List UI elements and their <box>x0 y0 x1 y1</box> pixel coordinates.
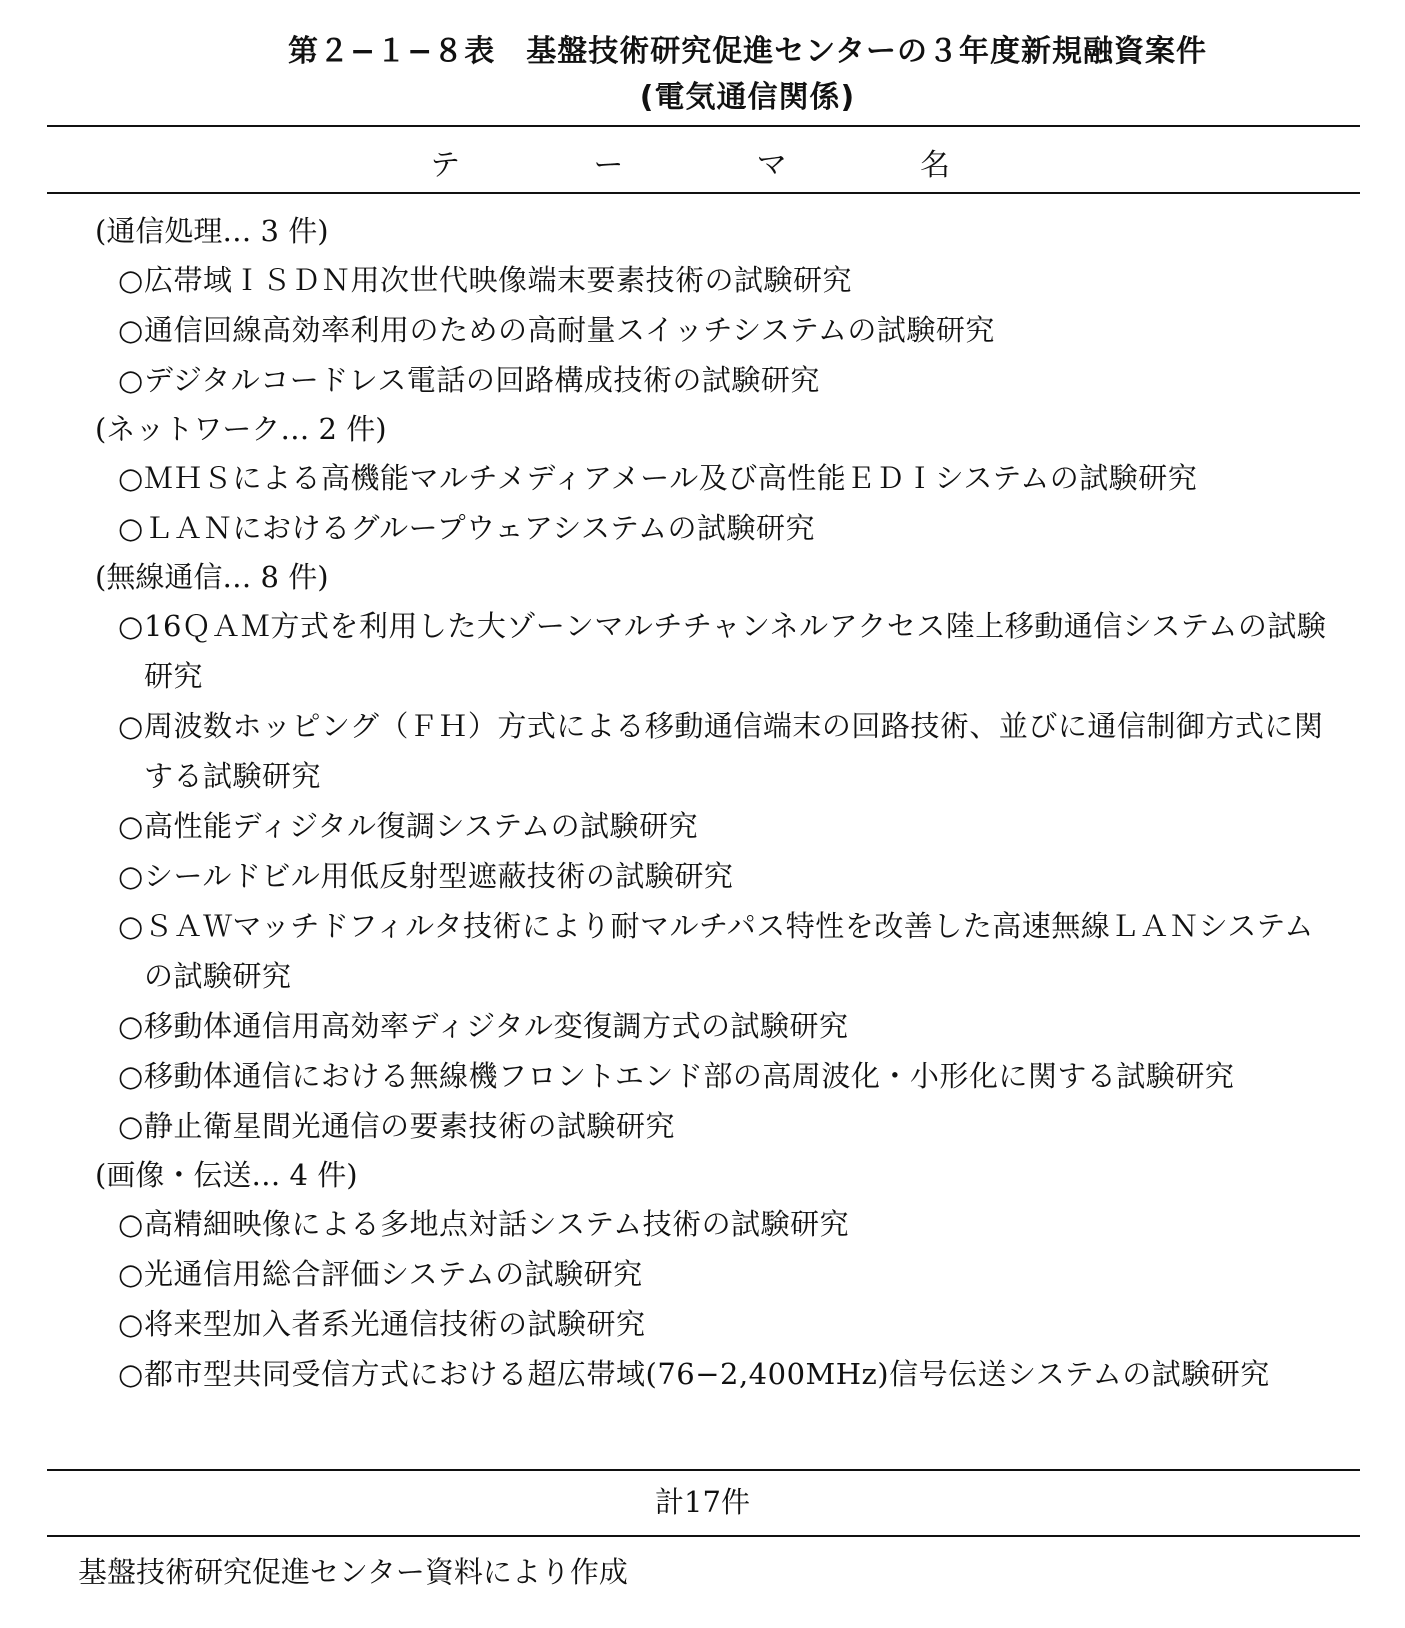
list-item <box>118 355 1340 405</box>
category-heading: (ネットワーク… 2 件) <box>95 412 387 446</box>
bullet-icon: ○ <box>118 1307 144 1341</box>
list-item <box>118 305 1340 355</box>
list-item <box>118 1299 1340 1349</box>
bullet-icon: ○ <box>118 1207 144 1241</box>
column-header-char: 名 <box>919 148 950 183</box>
list-item <box>118 701 1340 801</box>
column-header-char: テ <box>430 148 460 183</box>
list-item-text: 16ＱＡＭ方式を利用した大ゾーンマルチチャンネルアクセス陸上移動通信システムの試験研究 <box>144 609 1327 693</box>
bullet-icon: ○ <box>118 1109 144 1143</box>
column-header-char: ー <box>593 148 624 183</box>
bullet-icon: ○ <box>118 859 144 893</box>
column-header <box>430 140 950 184</box>
list-item <box>118 1249 1340 1299</box>
bullet-icon: ○ <box>118 609 144 643</box>
list-item <box>118 255 1340 305</box>
bottom-rule <box>47 1469 1360 1471</box>
header-rule <box>47 192 1360 194</box>
bullet-icon: ○ <box>118 709 144 743</box>
top-rule <box>47 125 1360 127</box>
theme-list <box>0 207 1405 1399</box>
list-item-text: 周波数ホッピング（ＦＨ）方式による移動通信端末の回路技術、並びに通信制御方式に関する試験研究 <box>144 709 1324 793</box>
category-heading: (通信処理… 3 件) <box>95 214 329 248</box>
bullet-icon: ○ <box>118 363 144 397</box>
list-item-text: 将来型加入者系光通信技術の試験研究 <box>144 1307 646 1341</box>
list-item-text: ＳＡＷマッチドフィルタ技術により耐マルチパス特性を改善した高速無線ＬＡＮシステムの試験研究 <box>144 909 1314 993</box>
list-item <box>118 1101 1340 1151</box>
source-note: 基盤技術研究促進センター資料により作成 <box>78 1555 628 1589</box>
list-item <box>118 1349 1340 1399</box>
bullet-icon: ○ <box>118 263 144 297</box>
list-item-text: デジタルコードレス電話の回路構成技術の試験研究 <box>144 363 820 397</box>
bullet-icon: ○ <box>118 809 144 843</box>
list-item-text: ＭＨＳによる高機能マルチメディアメール及び高性能ＥＤＩシステムの試験研究 <box>144 461 1198 495</box>
bullet-icon: ○ <box>118 1059 144 1093</box>
list-item-text: 通信回線高効率利用のための高耐量スイッチシステムの試験研究 <box>144 313 995 347</box>
list-item <box>118 601 1340 701</box>
list-item <box>118 503 1340 553</box>
list-item <box>118 453 1340 503</box>
total-count: 計17件 <box>655 1485 750 1519</box>
list-item-text: 高精細映像による多地点対話システム技術の試験研究 <box>144 1207 850 1241</box>
list-item <box>118 1001 1340 1051</box>
bullet-icon: ○ <box>118 313 144 347</box>
category-heading: (画像・伝送… 4 件) <box>95 1158 358 1192</box>
list-item <box>118 801 1340 851</box>
list-item <box>118 851 1340 901</box>
bullet-icon: ○ <box>118 1009 144 1043</box>
bullet-icon: ○ <box>118 909 144 943</box>
list-item <box>118 901 1340 1001</box>
list-item-text: 都市型共同受信方式における超広帯域(76−2,400MHz)信号伝送システムの試験研究 <box>144 1357 1270 1391</box>
table-subtitle: (電気通信関係) <box>639 80 856 115</box>
list-item-text: ＬＡＮにおけるグループウェアシステムの試験研究 <box>144 511 815 545</box>
bullet-icon: ○ <box>118 461 144 495</box>
bullet-icon: ○ <box>118 1357 144 1391</box>
list-item-text: 静止衛星間光通信の要素技術の試験研究 <box>144 1109 676 1143</box>
list-item-text: 光通信用総合評価システムの試験研究 <box>144 1257 643 1291</box>
list-item-text: 広帯域ＩＳＤＮ用次世代映像端末要素技術の試験研究 <box>144 263 853 297</box>
bullet-icon: ○ <box>118 511 144 545</box>
category-heading: (無線通信… 8 件) <box>95 560 329 594</box>
list-item <box>118 1199 1340 1249</box>
table-title: 第２−１−８表 基盤技術研究促進センターの３年度新規融資案件 <box>287 34 1208 69</box>
footer-rule <box>47 1535 1360 1537</box>
column-header-char: マ <box>756 148 787 183</box>
list-item-text: 移動体通信用高効率ディジタル変復調方式の試験研究 <box>144 1009 849 1043</box>
list-item <box>118 1051 1340 1101</box>
list-item-text: 移動体通信における無線機フロントエンド部の高周波化・小形化に関する試験研究 <box>144 1059 1235 1093</box>
list-item-text: シールドビル用低反射型遮蔽技術の試験研究 <box>144 859 734 893</box>
list-item-text: 高性能ディジタル復調システムの試験研究 <box>144 809 699 843</box>
bullet-icon: ○ <box>118 1257 144 1291</box>
